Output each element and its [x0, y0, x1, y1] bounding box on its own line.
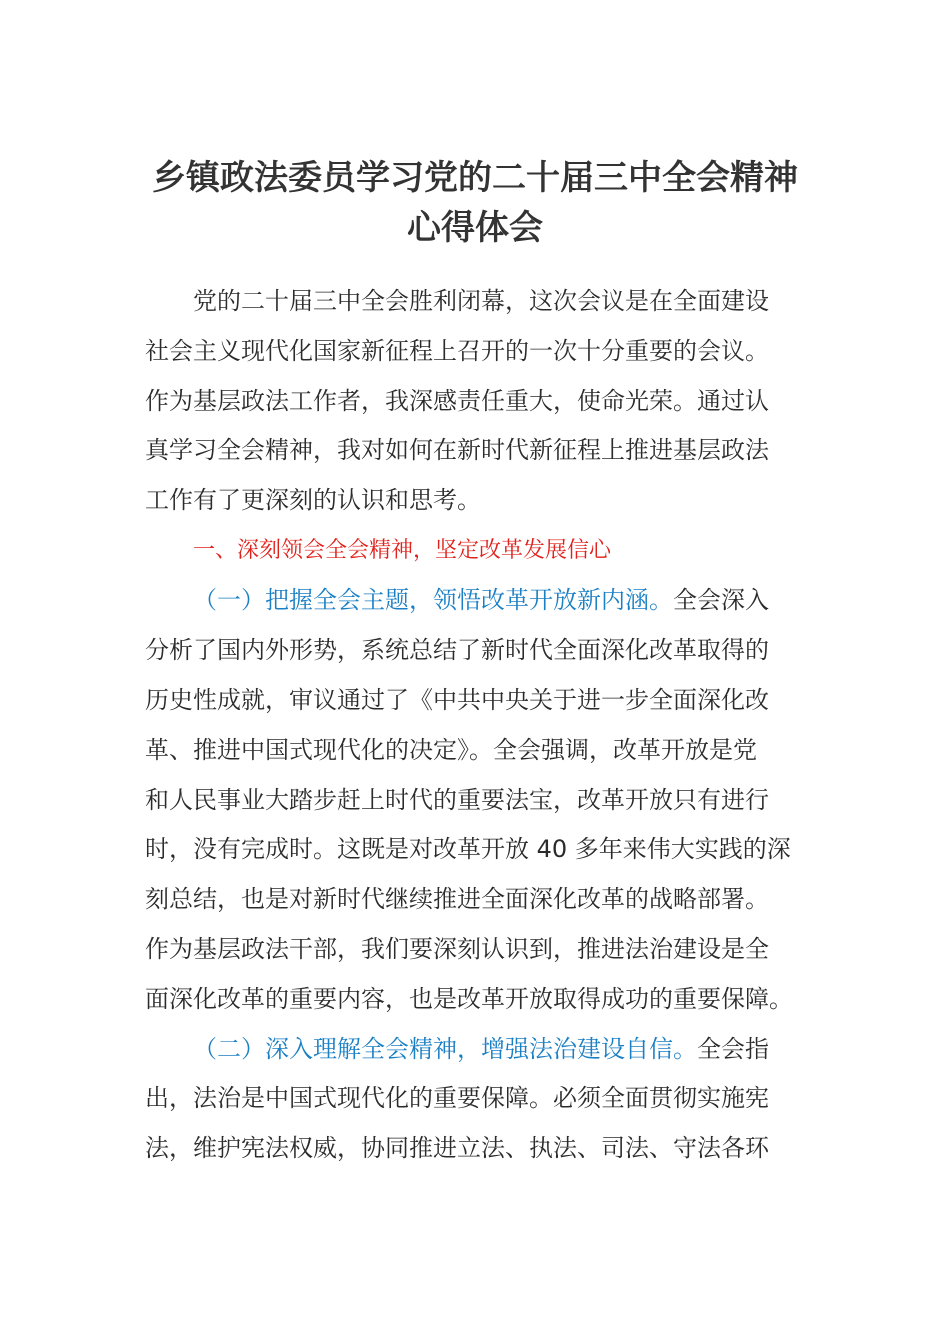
- section-1-heading: 一、深刻领会全会精神，坚定改革发展信心: [193, 538, 612, 563]
- sub-2-title: （二）深入理解全会精神，增强法治建设自信。: [193, 1035, 697, 1063]
- sub-2-line-2: 出，法治是中国式现代化的重要保障。必须全面贯彻实施宪: [145, 1084, 769, 1112]
- sub-2-first-line: [193, 1033, 769, 1065]
- intro-line-5: 工作有了更深刻的认识和思考。: [145, 486, 481, 514]
- sub-1-title: （一）把握全会主题，领悟改革开放新内涵。: [193, 586, 673, 614]
- intro-line-2: 社会主义现代化国家新征程上召开的一次十分重要的会议。: [145, 337, 769, 365]
- sub-1-line-2: 分析了国内外形势，系统总结了新时代全面深化改革取得的: [145, 636, 769, 664]
- document-title-line-1: 乡镇政法委员学习党的二十届三中全会精神: [152, 158, 798, 198]
- sub-1-line-7: 刻总结，也是对新时代继续推进全面深化改革的战略部署。: [145, 885, 769, 913]
- sub-1-first-line-rest: 全会深入: [673, 586, 769, 614]
- sub-1-line-6: 时，没有完成时。这既是对改革开放 40 多年来伟大实践的深: [145, 835, 791, 863]
- sub-1-line-9: 面深化改革的重要内容，也是改革开放取得成功的重要保障。: [145, 985, 793, 1013]
- sub-1-line-4: 革、推进中国式现代化的决定》。全会强调，改革开放是党: [145, 736, 757, 764]
- sub-1-first-line: [193, 584, 769, 616]
- sub-1-line-5: 和人民事业大踏步赶上时代的重要法宝，改革开放只有进行: [145, 786, 769, 814]
- intro-line-3: 作为基层政法工作者，我深感责任重大，使命光荣。通过认: [145, 387, 769, 415]
- document-title-line-2: 心得体会: [407, 208, 543, 248]
- sub-2-first-line-rest: 全会指: [697, 1035, 769, 1063]
- intro-line-1: 党的二十届三中全会胜利闭幕，这次会议是在全面建设: [193, 287, 769, 315]
- sub-1-line-3: 历史性成就，审议通过了《中共中央关于进一步全面深化改: [145, 686, 769, 714]
- sub-2-line-3: 法，维护宪法权威，协同推进立法、执法、司法、守法各环: [145, 1134, 769, 1162]
- intro-line-4: 真学习全会精神，我对如何在新时代新征程上推进基层政法: [145, 436, 769, 464]
- sub-1-line-8: 作为基层政法干部，我们要深刻认识到，推进法治建设是全: [145, 935, 769, 963]
